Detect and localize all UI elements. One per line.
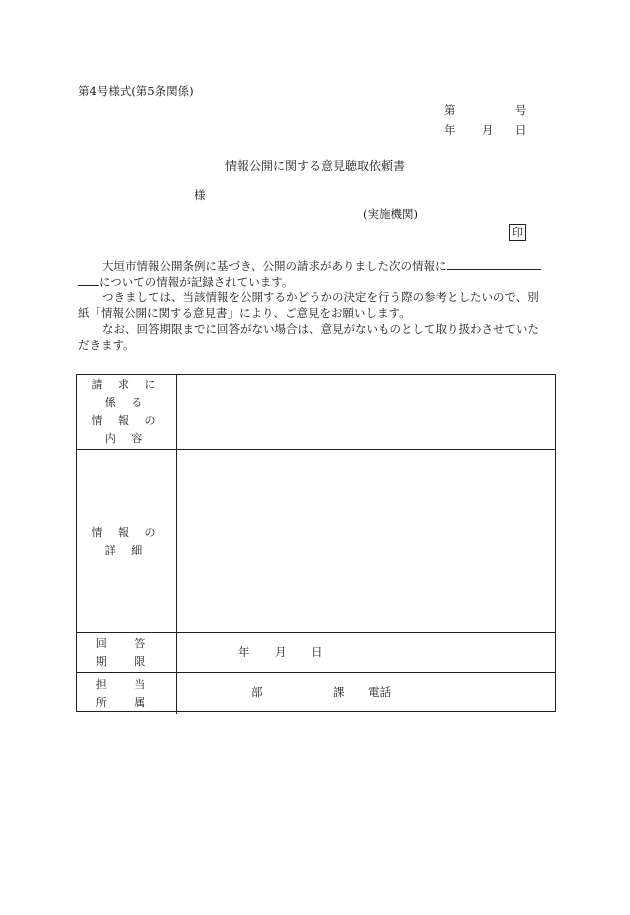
deadline-field[interactable]: [177, 633, 555, 673]
deadline-month: 月: [275, 645, 287, 659]
opinion-request-table: [76, 374, 556, 712]
label-deadline-text: 回 答 期 限: [95, 637, 158, 668]
department-field[interactable]: [177, 673, 555, 714]
doc-number-prefix: 第: [444, 103, 456, 117]
date-year: 年: [444, 123, 456, 137]
table-row-department: [77, 672, 555, 714]
table-row-deadline: [77, 632, 555, 673]
phone-label: 電話: [368, 685, 391, 699]
label-request-content: [77, 375, 177, 449]
body-line-4: 紙「情報公開に関する意見書」により、ご意見をお願いします。: [78, 306, 411, 320]
label-department: [77, 673, 177, 714]
addressee-suffix: 様: [194, 188, 206, 202]
section-label: 課: [333, 685, 345, 699]
body-line-6: だきます。: [78, 338, 135, 352]
body-line-3: つきましては、当該情報を公開するかどうかの決定を行う際の参考としたいので、別: [102, 290, 539, 304]
body-line-1: 大垣市情報公開条例に基づき、公開の請求がありました次の情報に: [102, 259, 447, 273]
body-line-5: なお、回答期限までに回答がない場合は、意見がないものとして取り扱わさせていた: [102, 322, 539, 336]
label-deadline: [77, 633, 177, 673]
request-content-field[interactable]: [177, 375, 555, 449]
label-request-content-line2: 情 報 の 内 容: [91, 414, 162, 445]
info-details-field[interactable]: [177, 450, 555, 633]
seal-mark: 印: [509, 224, 526, 241]
label-department-text: 担 当 所 属: [95, 677, 158, 709]
deadline-year: 年: [238, 645, 250, 659]
info-blank-underline-cont: [78, 273, 99, 286]
document-title: 情報公開に関する意見聴取依頼書: [225, 159, 406, 173]
table-row-info-details: [77, 449, 555, 633]
form-number: 第4号様式(第5条関係): [78, 84, 194, 98]
doc-number-suffix: 号: [515, 103, 527, 117]
dept-label: 部: [251, 685, 263, 699]
label-info-details: [77, 450, 177, 633]
body-line-2: についての情報が記録されています。: [99, 275, 294, 289]
deadline-day: 日: [311, 645, 323, 659]
label-info-details-text: 情 報 の 詳 細: [91, 525, 162, 557]
request-body: [78, 257, 554, 353]
table-row-request-content: [77, 375, 555, 449]
sender-organization: (実施機関): [363, 207, 418, 221]
date-day: 日: [515, 123, 527, 137]
date-month: 月: [482, 123, 494, 137]
label-request-content-line1: 請 求 に 係 る: [91, 378, 162, 409]
info-blank-underline: [447, 257, 541, 270]
